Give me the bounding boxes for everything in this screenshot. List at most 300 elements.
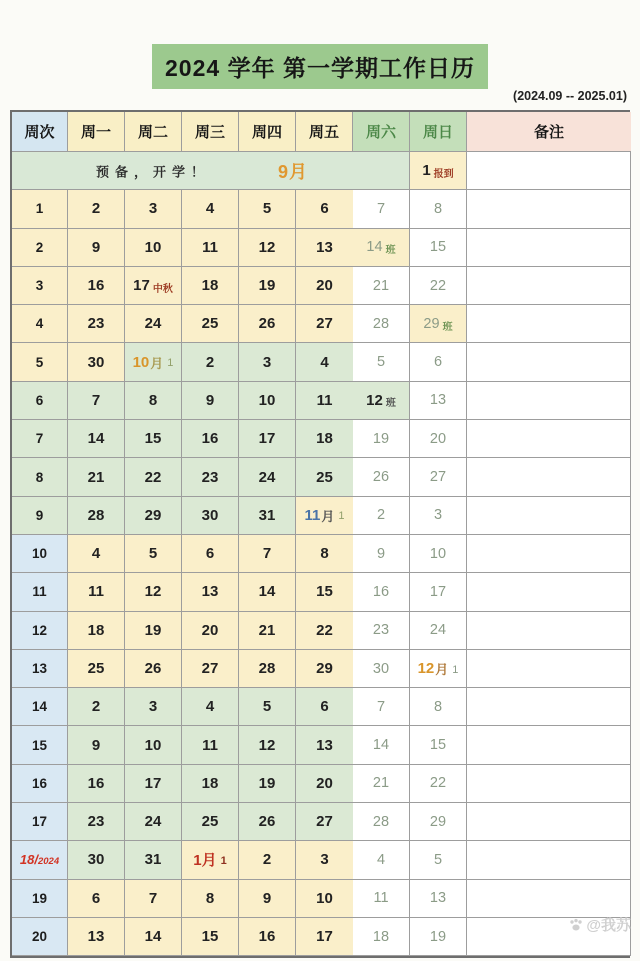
day-cell xyxy=(182,229,239,267)
cell-text: 25 xyxy=(201,813,219,831)
day-cell xyxy=(68,573,125,611)
cell-text: 15 xyxy=(429,239,447,256)
cell-text: 24 xyxy=(144,315,162,333)
cell-text: 17 xyxy=(133,277,150,295)
day-cell xyxy=(182,841,239,879)
day-cell xyxy=(68,497,125,535)
cell-text: 17 xyxy=(429,583,447,600)
cell-text: 13 xyxy=(429,890,447,907)
day-cell xyxy=(410,612,467,650)
day-cell xyxy=(68,765,125,803)
cell-text: 12 xyxy=(31,622,48,638)
cell-text: 14 xyxy=(87,430,105,448)
day-cell xyxy=(125,688,182,726)
day-cell xyxy=(296,497,353,535)
cell-text: 19 xyxy=(372,430,390,447)
cell-text: 28 xyxy=(87,506,105,524)
day-cell xyxy=(410,726,467,764)
cell-text: 28 xyxy=(372,813,390,830)
school-start-phrase: 预备，开学！ xyxy=(96,164,211,180)
cell-text: 21 xyxy=(258,621,276,639)
cell-text: 8 xyxy=(35,469,44,485)
cell-text: 14 xyxy=(372,737,390,754)
cell-text: 8 xyxy=(148,391,158,409)
cell-text: 23 xyxy=(372,622,390,639)
day-cell xyxy=(296,880,353,918)
day-cell xyxy=(239,918,296,956)
note-cell xyxy=(467,267,631,305)
day-cell xyxy=(410,497,467,535)
day-cell xyxy=(353,190,410,228)
cell-text: 班 xyxy=(385,245,396,257)
day-cell xyxy=(125,726,182,764)
day-cell xyxy=(182,382,239,420)
day-cell xyxy=(125,803,182,841)
day-cell xyxy=(410,841,467,879)
cell-text: 9 xyxy=(205,391,215,409)
week-cell xyxy=(12,726,68,764)
day-cell xyxy=(68,420,125,458)
cell-text: 15 xyxy=(429,737,447,754)
cell-text: 5 xyxy=(376,354,386,371)
cell-text: 备注 xyxy=(533,124,564,141)
day-cell xyxy=(125,841,182,879)
day-cell xyxy=(410,535,467,573)
day-cell xyxy=(296,229,353,267)
day-cell xyxy=(296,841,353,879)
header-cell-周四 xyxy=(239,112,296,152)
cell-text: 4 xyxy=(320,353,329,371)
cell-text: 29 xyxy=(423,315,440,332)
day-cell xyxy=(125,420,182,458)
cell-text: 27 xyxy=(201,660,219,677)
cell-text: 周五 xyxy=(308,124,339,141)
day-cell xyxy=(410,803,467,841)
cell-text: 10 xyxy=(144,238,162,256)
cell-text: 18 xyxy=(372,928,390,945)
cell-text: 30 xyxy=(87,851,105,869)
cell-text: 26 xyxy=(144,660,162,677)
cell-text: 5 xyxy=(148,545,158,563)
cell-text: 16 xyxy=(372,583,390,600)
week-cell xyxy=(12,573,68,611)
header-cell-备注 xyxy=(467,112,631,152)
cell-text: 19 xyxy=(31,890,48,906)
day-cell xyxy=(410,458,467,496)
day-cell xyxy=(296,267,353,305)
cell-text: 11 xyxy=(202,736,218,754)
cell-text: 9 xyxy=(91,736,101,754)
cell-text: 31 xyxy=(258,506,276,524)
note-cell xyxy=(467,190,631,228)
cell-text: 27 xyxy=(316,813,333,831)
cell-text: 7 xyxy=(148,889,158,907)
day-cell xyxy=(68,918,125,956)
cell-text: 15 xyxy=(31,737,48,753)
day-cell xyxy=(182,880,239,918)
week-cell xyxy=(12,305,68,343)
day-cell xyxy=(239,382,296,420)
cell-text: 19 xyxy=(258,774,276,792)
cell-text: 周三 xyxy=(194,124,225,141)
day-cell xyxy=(68,880,125,918)
cell-text: 10 xyxy=(132,353,150,371)
day-cell xyxy=(182,497,239,535)
cell-text: 2 xyxy=(376,507,386,524)
week-cell xyxy=(12,229,68,267)
cell-text: 16 xyxy=(87,277,105,295)
week-cell xyxy=(12,880,68,918)
day-cell xyxy=(410,650,467,688)
day-cell xyxy=(68,190,125,228)
cell-text: 26 xyxy=(258,813,276,831)
cell-text: 20 xyxy=(316,774,333,792)
cell-text: 6 xyxy=(320,698,329,716)
cell-text: 29 xyxy=(429,813,447,830)
cell-text: 26 xyxy=(372,469,390,486)
cell-text: 1 xyxy=(167,357,174,370)
cell-text: 9 xyxy=(91,238,101,256)
cell-text: 2 xyxy=(91,200,101,218)
header-cell-周五 xyxy=(296,112,353,152)
cell-text: 1月 xyxy=(193,852,217,870)
day-cell xyxy=(239,765,296,803)
day-cell xyxy=(239,688,296,726)
day-cell xyxy=(125,612,182,650)
cell-text: 13 xyxy=(316,736,333,754)
cell-text: 18 xyxy=(201,774,219,792)
date-range-label: (2024.09 -- 2025.01) xyxy=(513,89,627,103)
note-cell xyxy=(467,841,631,879)
day-cell xyxy=(410,688,467,726)
day-cell xyxy=(125,573,182,611)
cell-text: 20 xyxy=(201,621,219,639)
note-cell xyxy=(467,343,631,381)
cell-text: 7 xyxy=(376,698,386,715)
cell-text: 18 xyxy=(87,621,105,639)
day-cell xyxy=(239,458,296,496)
day-cell xyxy=(296,650,353,688)
day-cell xyxy=(182,343,239,381)
cell-text: 4 xyxy=(205,698,215,716)
cell-text: 18 xyxy=(316,430,333,448)
cell-text: 6 xyxy=(320,200,329,218)
cell-text: 25 xyxy=(87,660,105,677)
day-cell xyxy=(296,382,353,420)
header-cell-周次 xyxy=(12,112,68,152)
day-cell xyxy=(296,803,353,841)
week-cell xyxy=(12,612,68,650)
day-cell xyxy=(296,535,353,573)
day-cell xyxy=(182,918,239,956)
day-cell xyxy=(182,765,239,803)
day-cell xyxy=(296,305,353,343)
header-cell-周三 xyxy=(182,112,239,152)
cell-text: 11 xyxy=(88,583,104,601)
cell-text: 12 xyxy=(258,736,276,754)
cell-text: 22 xyxy=(316,621,333,639)
cell-text: 10 xyxy=(316,889,333,907)
cell-text: 3 xyxy=(320,851,329,869)
cell-text: 月 xyxy=(435,662,449,677)
day-cell xyxy=(353,458,410,496)
day-cell xyxy=(353,497,410,535)
cell-text: 9 xyxy=(262,889,272,907)
cell-text: 13 xyxy=(31,661,48,676)
day-cell xyxy=(182,612,239,650)
cell-text: 2 xyxy=(35,239,44,255)
day-cell xyxy=(68,267,125,305)
cell-text: 13 xyxy=(316,238,333,256)
day-cell xyxy=(68,803,125,841)
cell-text: 1 xyxy=(422,162,431,180)
cell-text: 20 xyxy=(316,277,333,295)
day-cell xyxy=(125,650,182,688)
day-cell xyxy=(296,420,353,458)
cell-text: 29 xyxy=(144,506,162,524)
day-cell xyxy=(239,612,296,650)
cell-text: 3 xyxy=(433,507,443,524)
calendar-table xyxy=(10,110,630,958)
week-cell xyxy=(12,688,68,726)
day-cell xyxy=(410,343,467,381)
day-cell xyxy=(182,535,239,573)
day-cell xyxy=(68,841,125,879)
note-cell xyxy=(467,152,631,190)
day-cell xyxy=(239,497,296,535)
day-cell xyxy=(182,420,239,458)
cell-text: 6 xyxy=(205,545,215,563)
day-cell xyxy=(182,573,239,611)
cell-text: 1 xyxy=(452,663,459,676)
cell-text: 23 xyxy=(87,315,105,333)
day-cell xyxy=(410,880,467,918)
day-cell xyxy=(353,803,410,841)
note-cell xyxy=(467,765,631,803)
cell-text: 15 xyxy=(144,430,162,448)
week-cell xyxy=(12,343,68,381)
cell-text: 8 xyxy=(433,200,443,217)
page-title: 2024 学年 第一学期工作日历 xyxy=(152,44,488,89)
day-cell-registration xyxy=(410,152,467,190)
cell-text: 19 xyxy=(429,928,447,945)
cell-text: 27 xyxy=(316,315,333,333)
week-cell xyxy=(12,803,68,841)
september-banner-cell xyxy=(12,152,410,190)
day-cell xyxy=(410,420,467,458)
day-cell xyxy=(353,880,410,918)
day-cell xyxy=(353,229,410,267)
cell-text: 13 xyxy=(87,928,105,946)
cell-text: 17 xyxy=(258,430,276,448)
note-cell xyxy=(467,688,631,726)
week-cell xyxy=(12,497,68,535)
cell-text: 10 xyxy=(144,736,162,754)
cell-text: 5 xyxy=(262,698,272,716)
day-cell xyxy=(353,765,410,803)
paw-icon xyxy=(568,917,584,933)
day-cell xyxy=(239,803,296,841)
day-cell xyxy=(68,229,125,267)
day-cell xyxy=(68,688,125,726)
cell-text: 2 xyxy=(262,851,272,869)
cell-text: 14 xyxy=(31,699,48,715)
cell-text: 24 xyxy=(144,813,162,831)
day-cell xyxy=(353,650,410,688)
cell-text: 6 xyxy=(35,392,44,408)
cell-text: 13 xyxy=(429,392,447,409)
cell-text: 1 xyxy=(35,201,44,217)
day-cell xyxy=(125,382,182,420)
day-cell xyxy=(296,190,353,228)
cell-text: 3 xyxy=(35,278,44,294)
day-cell xyxy=(182,458,239,496)
cell-text: 10 xyxy=(429,545,447,562)
day-cell xyxy=(353,573,410,611)
note-cell xyxy=(467,650,631,688)
day-cell xyxy=(182,190,239,228)
day-cell xyxy=(125,880,182,918)
day-cell xyxy=(125,918,182,956)
cell-text: 6 xyxy=(91,889,101,907)
note-cell xyxy=(467,458,631,496)
cell-text: 15 xyxy=(316,583,333,601)
cell-text: 13 xyxy=(201,583,219,601)
day-cell xyxy=(296,573,353,611)
day-cell xyxy=(353,305,410,343)
cell-text: 9 xyxy=(376,545,386,562)
cell-text: 5 xyxy=(35,354,44,370)
cell-text: 16 xyxy=(258,928,276,946)
day-cell xyxy=(353,267,410,305)
day-cell xyxy=(68,612,125,650)
cell-text: 26 xyxy=(258,315,276,333)
september-label: 9月 xyxy=(278,161,309,182)
cell-text: 11 xyxy=(373,890,389,907)
cell-text: 14 xyxy=(144,928,162,946)
cell-text: 30 xyxy=(87,353,105,371)
note-cell xyxy=(467,880,631,918)
day-cell xyxy=(239,650,296,688)
cell-text: 周次 xyxy=(24,124,55,141)
note-cell xyxy=(467,229,631,267)
cell-text: 25 xyxy=(201,315,219,333)
cell-text: 9 xyxy=(35,507,44,523)
cell-text: 周六 xyxy=(365,124,396,141)
cell-text: 6 xyxy=(433,354,443,371)
day-cell xyxy=(353,343,410,381)
cell-text: 19 xyxy=(144,621,162,639)
note-cell xyxy=(467,420,631,458)
note-cell xyxy=(467,305,631,343)
cell-text: 7 xyxy=(35,431,44,447)
cell-text: 4 xyxy=(205,200,215,218)
cell-text: 班 xyxy=(442,321,453,333)
note-cell xyxy=(467,803,631,841)
day-cell xyxy=(410,382,467,420)
cell-text: 30 xyxy=(372,660,390,677)
week-cell xyxy=(12,650,68,688)
day-cell xyxy=(410,765,467,803)
cell-text: 23 xyxy=(87,813,105,831)
cell-text: 4 xyxy=(35,316,44,332)
day-cell xyxy=(239,305,296,343)
cell-text: 28 xyxy=(372,315,390,332)
cell-text: 27 xyxy=(429,469,447,486)
week-cell xyxy=(12,458,68,496)
cell-text: 报到 xyxy=(433,168,454,180)
day-cell xyxy=(239,343,296,381)
day-cell xyxy=(353,535,410,573)
day-cell xyxy=(353,688,410,726)
day-cell xyxy=(353,612,410,650)
week-cell xyxy=(12,190,68,228)
cell-text: 8 xyxy=(205,889,215,907)
cell-text: 周二 xyxy=(137,124,168,141)
cell-text: 11 xyxy=(202,238,218,256)
cell-text: 20 xyxy=(31,929,48,945)
day-cell xyxy=(410,190,467,228)
cell-text: 31 xyxy=(144,851,162,869)
cell-text: 11 xyxy=(316,391,333,409)
cell-text: 14 xyxy=(258,583,276,601)
cell-text: 17 xyxy=(144,774,162,792)
day-cell xyxy=(353,841,410,879)
cell-text: 12 xyxy=(366,391,383,409)
cell-text: 2 xyxy=(91,698,101,716)
cell-text: 7 xyxy=(376,200,386,217)
note-cell xyxy=(467,612,631,650)
cell-text: 21 xyxy=(372,277,390,294)
day-cell xyxy=(239,841,296,879)
day-cell xyxy=(68,458,125,496)
cell-text: 8 xyxy=(320,545,329,563)
week-cell xyxy=(12,535,68,573)
cell-text: 3 xyxy=(148,698,158,716)
day-cell xyxy=(239,573,296,611)
day-cell xyxy=(353,918,410,956)
cell-text: 2024 xyxy=(37,856,60,868)
day-cell xyxy=(353,420,410,458)
cell-text: 23 xyxy=(201,468,219,486)
note-cell xyxy=(467,382,631,420)
cell-text: 周四 xyxy=(251,124,282,141)
cell-text: 30 xyxy=(201,506,219,524)
cell-text: 8 xyxy=(433,698,443,715)
cell-text: 28 xyxy=(258,660,276,677)
cell-text: 5 xyxy=(262,200,272,218)
note-cell xyxy=(467,535,631,573)
cell-text: 月 xyxy=(321,508,335,524)
note-cell xyxy=(467,726,631,764)
day-cell xyxy=(239,267,296,305)
day-cell xyxy=(68,382,125,420)
day-cell xyxy=(125,343,182,381)
cell-text: 16 xyxy=(87,774,105,792)
cell-text: 29 xyxy=(316,660,333,677)
day-cell xyxy=(296,612,353,650)
day-cell xyxy=(410,573,467,611)
day-cell xyxy=(239,229,296,267)
day-cell xyxy=(68,535,125,573)
cell-text: 15 xyxy=(201,928,219,946)
day-cell xyxy=(125,229,182,267)
title-bar xyxy=(0,44,640,89)
day-cell xyxy=(239,190,296,228)
day-cell xyxy=(68,343,125,381)
cell-text: 21 xyxy=(372,775,390,792)
header-cell-周日 xyxy=(410,112,467,152)
